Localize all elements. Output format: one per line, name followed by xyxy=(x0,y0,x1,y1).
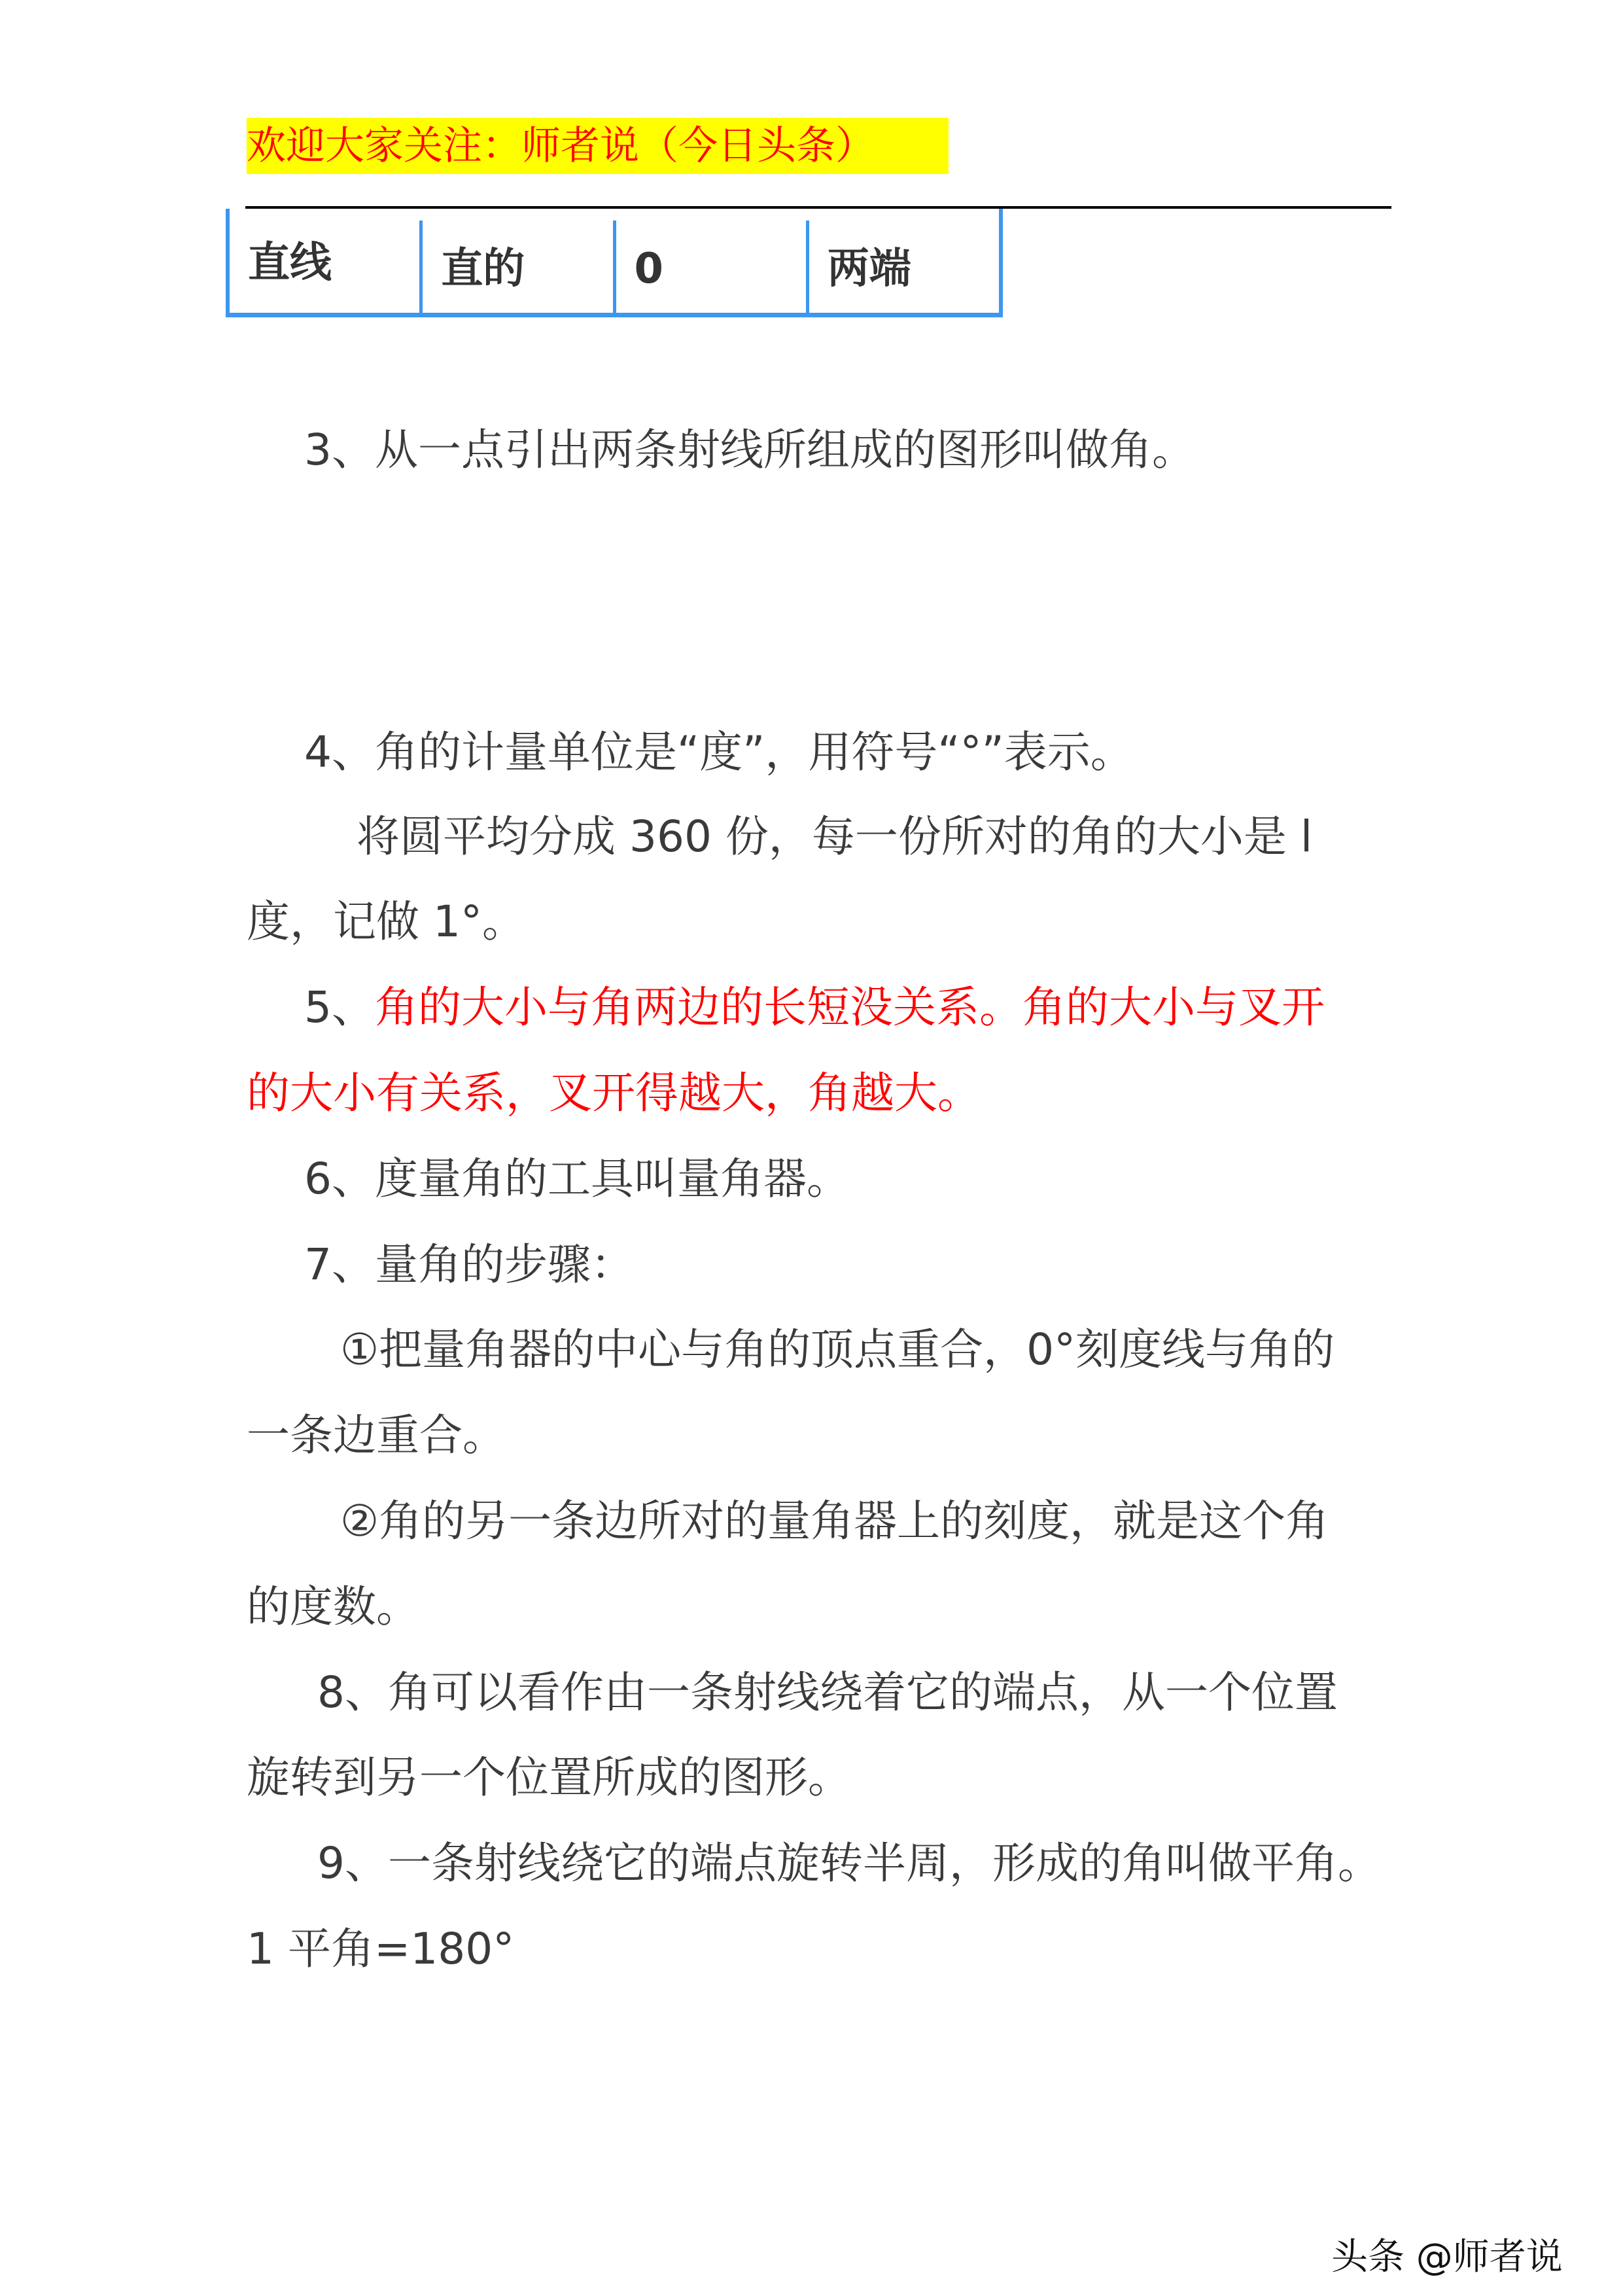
paragraph-5-number: 5、 xyxy=(304,982,375,1033)
step-2: ②角的另一条边所对的量角器上的刻度，就是这个角 xyxy=(340,1496,1329,1546)
watermark: 头条 @师者说 xyxy=(1331,2236,1563,2278)
table-cell: 0 xyxy=(613,221,806,313)
paragraph-8-line-2: 旋转到另一个位置所成的图形。 xyxy=(247,1752,851,1803)
paragraph-9-line-2: 1 平角=180° xyxy=(247,1924,515,1974)
paragraph-4-line-2: 将圆平均分成 360 份，每一份所对的角的大小是 l xyxy=(357,811,1313,862)
paragraph-5-line-2: 的大小有关系，叉开得越大，角越大。 xyxy=(247,1068,981,1118)
paragraph-6: 6、度量角的工具叫量角器。 xyxy=(304,1154,850,1204)
paragraph-5 xyxy=(304,975,1442,1040)
step-1-line-2: 一条边重合。 xyxy=(247,1410,506,1460)
table-cell: 两端 xyxy=(806,221,999,313)
paragraph-3: 3、从一点引出两条射线所组成的图形叫做角。 xyxy=(304,425,1195,475)
follow-banner: 欢迎大家关注：师者说（今日头条） xyxy=(247,118,949,174)
line-properties-table xyxy=(226,209,1003,317)
step-2-line-2: 的度数。 xyxy=(247,1581,419,1632)
paragraph-7: 7、量角的步骤： xyxy=(304,1239,634,1290)
step-1: ①把量角器的中心与角的顶点重合，0°刻度线与角的 xyxy=(340,1324,1335,1375)
paragraph-9: 9、一条射线绕它的端点旋转半周，形成的角叫做平角。 xyxy=(317,1838,1381,1888)
paragraph-5-highlight: 角的大小与角两边的长短没关系。角的大小与叉开 xyxy=(375,982,1325,1033)
table-cell: 直的 xyxy=(419,221,612,313)
paragraph-4: 4、角的计量单位是“度”，用符号“°”表示。 xyxy=(304,727,1134,777)
paragraph-4-line-3: 度，记做 1°。 xyxy=(247,896,525,947)
table-cell: 直线 xyxy=(248,239,332,287)
paragraph-8: 8、角可以看作由一条射线绕着它的端点，从一个位置 xyxy=(317,1667,1338,1718)
